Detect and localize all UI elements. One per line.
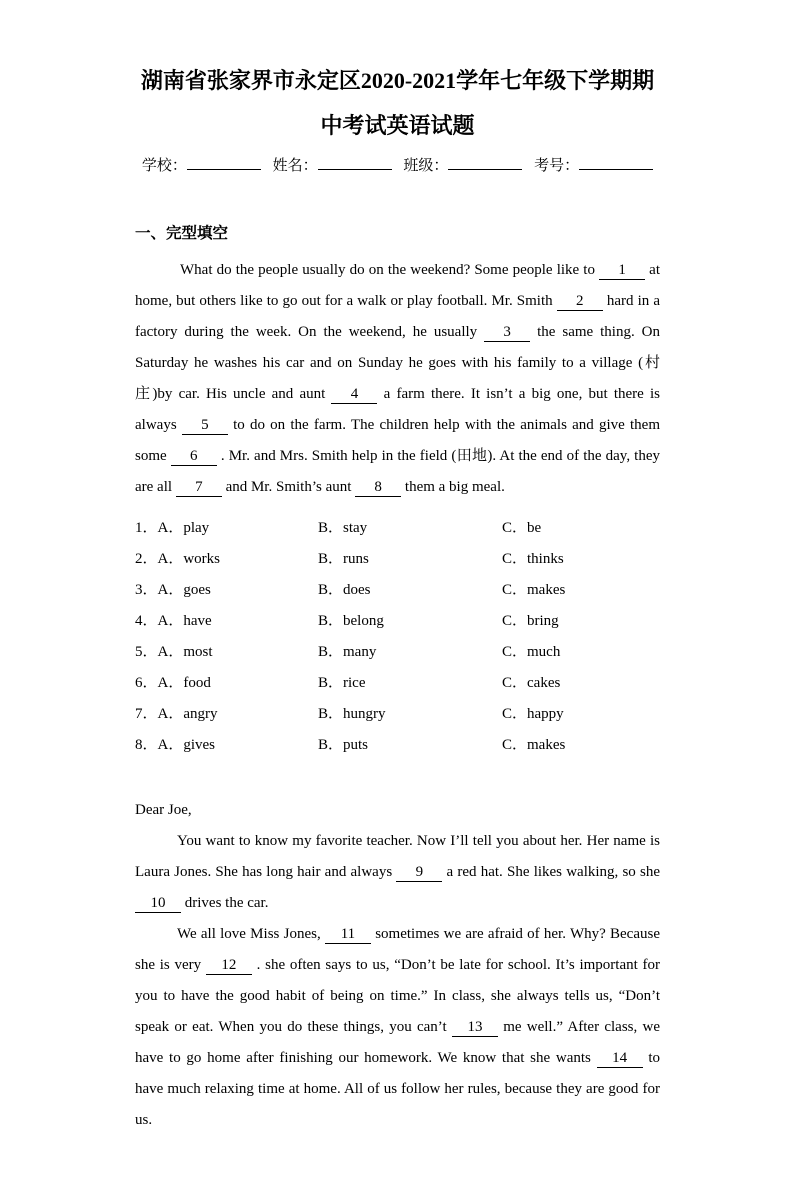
option-cell-8-b: B．puts (318, 737, 369, 754)
cloze-blank-6: 6 (171, 448, 217, 466)
cloze-blank-11: 11 (325, 926, 371, 944)
letter-salutation: Dear Joe, (135, 802, 192, 819)
option-cell-1-a: 1．A．play (135, 520, 210, 537)
cloze-blank-8: 8 (355, 479, 401, 497)
school-label: 学校： (141, 158, 187, 175)
option-row-4 (135, 606, 660, 637)
cloze-blank-5: 5 (182, 417, 228, 435)
option-cell-7-a: 7．A．angry (135, 706, 218, 723)
name-blank-line (318, 155, 392, 170)
option-cell-3-a: 3．A．goes (135, 582, 211, 599)
class-label: 班级： (403, 158, 449, 175)
name-field (273, 158, 392, 174)
option-cell-4-b: B．belong (318, 613, 384, 630)
letter-paragraph-2: We all love Miss Jones, 11 sometimes we are afraid of her. Why? Because she is very 12 . she often says to us, “Don’t be late for school. It’s important for you to have the good habit of being on time.” In class, she always tells us, “Don’t speak or eat. When you do these things, you can’t 13 me well.” After class, we have to go home after finishing our homework. We know that she wants 14 to have much relaxing time at home. All of us follow her rules, because they are good for us. (135, 926, 661, 1129)
option-cell-8-c: C．makes (502, 737, 566, 754)
options-table (135, 513, 660, 761)
option-cell-2-c: C．thinks (502, 551, 564, 568)
option-row-7 (135, 699, 660, 730)
cloze-passage: What do the people usually do on the weekend? Some people like to 1 at home, but others like to go out for a walk or play football. Mr. Smith 2 hard in a factory during the week. On the weekend, he usually 3 the same thing. On Saturday he washes his car and on Sunday he goes with his family to a village (村庄)by car. His uncle and aunt 4 a farm there. It isn’t a big one, but there is always 5 to do on the farm. The children help with the animals and give them some 6 . Mr. and Mrs. Smith help in the field (田地). At the end of the day, they are all 7 and Mr. Smith’s aunt 8 them a big meal. (135, 255, 660, 503)
option-cell-2-a: 2．A．works (135, 551, 220, 568)
section-one-heading: 一、完型填空 (135, 225, 229, 243)
option-cell-1-b: B．stay (318, 520, 368, 537)
option-cell-3-b: B．does (318, 582, 371, 599)
student-info-row (135, 154, 660, 175)
exam-number-blank-line (579, 155, 653, 170)
cloze-blank-13: 13 (452, 1019, 498, 1037)
class-blank-line (448, 155, 522, 170)
cloze-blank-12: 12 (206, 957, 252, 975)
exam-number-label: 考号： (534, 158, 580, 175)
cloze-blank-1: 1 (599, 262, 645, 280)
school-blank-line (187, 155, 261, 170)
option-row-5 (135, 637, 660, 668)
name-label: 姓名： (272, 158, 318, 175)
option-cell-3-c: C．makes (502, 582, 566, 599)
cloze-blank-10: 10 (135, 895, 181, 913)
option-row-3 (135, 575, 660, 606)
exam-title: 湖南省张家界市永定区2020-2021学年七年级下学期期中考试英语试题 (140, 68, 655, 139)
cloze-blank-2: 2 (557, 293, 603, 311)
option-row-8 (135, 730, 660, 761)
option-cell-2-b: B．runs (318, 551, 369, 568)
option-cell-6-c: C．cakes (502, 675, 561, 692)
cloze-blank-4: 4 (331, 386, 377, 404)
school-field (142, 158, 261, 174)
option-cell-5-c: C．much (502, 644, 561, 661)
option-cell-4-a: 4．A．have (135, 613, 212, 630)
option-cell-7-c: C．happy (502, 706, 564, 723)
option-cell-4-c: C．bring (502, 613, 559, 630)
option-cell-5-b: B．many (318, 644, 377, 661)
option-cell-6-b: B．rice (318, 675, 366, 692)
option-row-2 (135, 544, 660, 575)
cloze-blank-7: 7 (176, 479, 222, 497)
option-cell-1-c: C．be (502, 520, 542, 537)
letter-paragraph-1: You want to know my favorite teacher. Now I’ll tell you about her. Her name is Laura Jones. She has long hair and always 9 a red hat. She likes walking, so she 10 drives the car. (135, 826, 660, 919)
option-cell-7-b: B．hungry (318, 706, 386, 723)
option-cell-5-a: 5．A．most (135, 644, 213, 661)
cloze-blank-3: 3 (484, 324, 530, 342)
cloze-blank-9: 9 (396, 864, 442, 882)
option-cell-6-a: 6．A．food (135, 675, 211, 692)
exam-number-field (534, 158, 653, 174)
option-row-1 (135, 513, 660, 544)
option-cell-8-a: 8．A．gives (135, 737, 215, 754)
cloze-blank-14: 14 (597, 1050, 643, 1068)
option-row-6 (135, 668, 660, 699)
class-field (403, 158, 522, 174)
